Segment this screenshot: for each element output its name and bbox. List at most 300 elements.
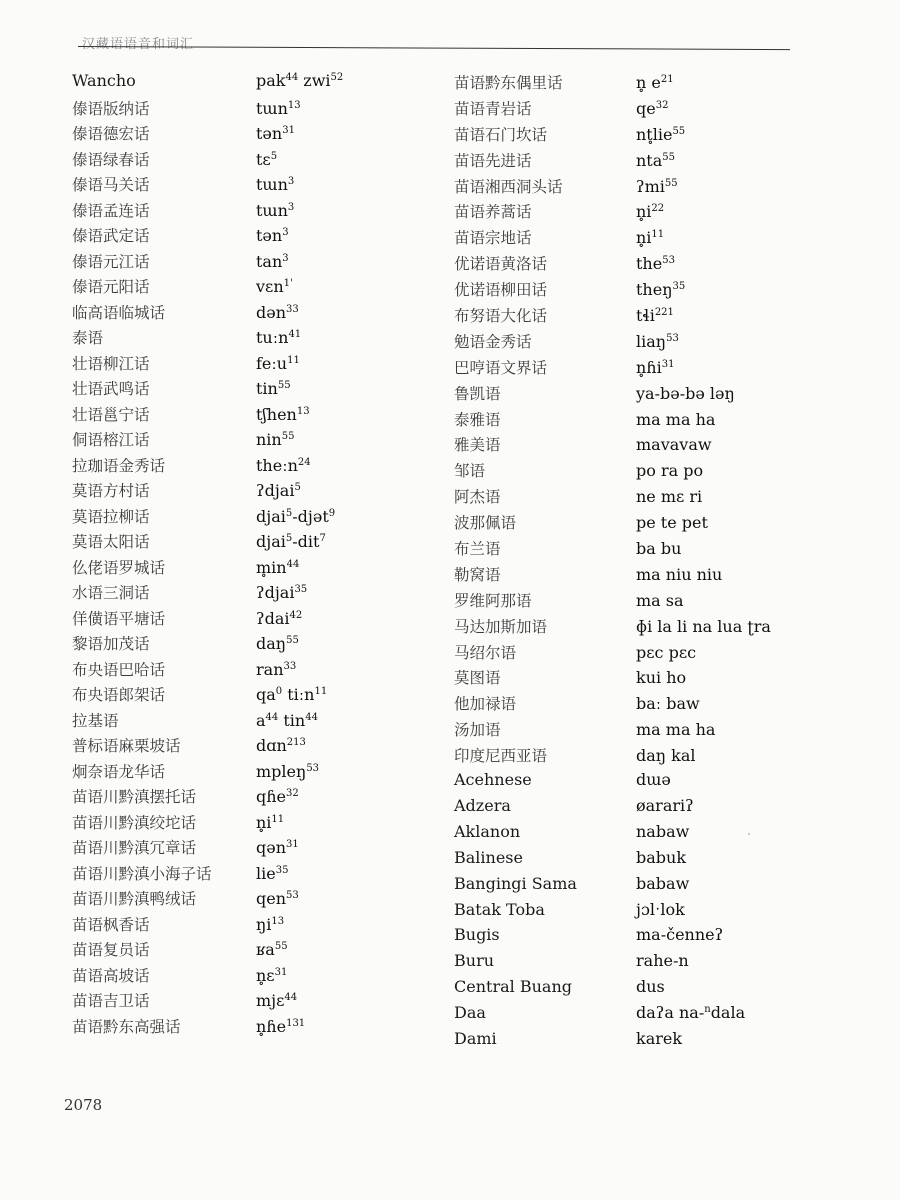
language-name: 泰语 [72,329,104,347]
form-text: theŋ [636,280,673,300]
entry-row [454,718,874,744]
tone-superscript: 3 [287,201,295,213]
entry-row [454,304,874,330]
tone-superscript: 31 [282,125,295,136]
form-text: n̥ e [636,73,661,92]
tone-superscript: n [704,1004,711,1016]
language-name: 苗语高坡话 [72,966,150,985]
entry-row [72,836,444,862]
word-form [256,838,299,857]
word-form [636,951,689,970]
entry-row [72,1015,444,1041]
entry-row [454,149,874,175]
language-name: 佯僙语平塘话 [72,609,166,628]
language-name: 普标语麻栗坡话 [72,737,181,755]
word-form [636,1003,745,1022]
word-form [636,254,675,273]
form-text: feːu [256,353,288,373]
language-name: 马达加斯加语 [454,617,548,636]
running-header-title: 汉藏语语音和词汇 [82,37,195,52]
entry-row [454,951,874,977]
language-name: 傣语德宏话 [72,125,150,143]
tone-superscript: 55 [274,941,288,952]
word-form [636,487,702,506]
word-form [636,848,686,867]
tone-superscript: 35 [294,584,308,595]
form-text: tɬi [636,306,655,326]
word-form [256,940,288,959]
language-name: Bangingi Sama [454,873,577,893]
tone-superscript: 55 [664,177,678,189]
word-form [256,711,318,730]
tone-superscript: 32 [286,788,299,799]
tone-superscript: 55 [662,151,676,163]
form-text: qen [256,889,287,908]
form-text: babuk [636,847,687,867]
word-form [256,889,299,908]
entry-row [72,964,444,990]
entry-row [454,408,874,434]
language-name: 印度尼西亚语 [454,747,548,766]
form-text: m̥in [256,557,287,577]
language-name: 阿杰语 [454,488,501,507]
form-text: daŋ [256,634,287,653]
language-name: Balinese [454,847,523,867]
word-form [636,410,715,429]
word-form [256,634,299,653]
entry-row [454,459,874,485]
entry-row [454,1003,874,1029]
entry-row [454,382,874,408]
word-form [636,280,685,299]
form-text: ma niu niu [636,564,723,584]
language-name: 傣语马关话 [72,176,150,194]
tone-superscript: 44 [286,558,300,570]
language-name: 苗语养蒿话 [454,203,532,222]
entry-row [454,744,874,770]
entry-row [454,692,874,718]
tone-superscript: 41 [288,329,302,340]
form-text: the [636,254,663,274]
form-text: øarariʔ [636,795,694,815]
form-text: mavavaw [636,435,712,455]
word-form [636,306,674,325]
language-name: 邹语 [454,462,486,481]
form-text: ʔmi [636,176,665,196]
entry-row [454,563,874,589]
tone-superscript: 44 [284,992,298,1003]
language-name: 傣语武定话 [72,227,150,245]
tone-superscript: 1' [283,278,293,289]
language-name: 布央语郎架话 [72,686,166,704]
language-name: Buru [454,951,495,971]
language-name: 汤加语 [454,721,501,740]
form-text: ʁa [256,940,275,959]
language-name: 苗语复员话 [72,941,150,959]
entry-row [72,148,444,174]
entry-row [72,479,444,505]
language-name: 苗语黔东偶里话 [454,74,563,92]
word-form [256,354,300,373]
form-text: ma ma ha [636,720,716,740]
entry-row [72,199,444,225]
language-name: 傣语元江话 [72,252,150,271]
entry-row [454,641,874,667]
language-name: 拉基语 [72,711,119,730]
entry-row [72,913,444,939]
form-text: qɦe [256,787,287,806]
entry-row [72,811,444,837]
tone-superscript: 32 [655,99,669,111]
entry-row [454,537,874,563]
entry-row [72,403,444,429]
entry-row [454,433,874,459]
entry-row [454,485,874,511]
language-name: 壮语邕宁话 [72,405,150,424]
tone-superscript: 31 [661,358,675,370]
entry-row [72,352,444,378]
right-column [454,71,874,1055]
tone-superscript: 44 [265,711,279,723]
entry-row [454,874,874,900]
form-text: ma sa [636,590,684,610]
word-form [636,668,686,687]
entry-row [72,122,444,148]
tone-superscript: 35 [275,864,289,876]
entry-row [72,301,444,327]
form-text: rahe-n [636,951,689,971]
form-text: theːn [256,455,298,475]
entry-row [72,632,444,658]
form-text: n̥ɦe [256,1016,287,1036]
word-form [256,685,327,704]
entry-row [454,175,874,201]
entry-row [454,252,874,278]
entry-row [72,173,444,199]
tone-superscript: 33 [283,660,297,672]
form-text: nin [256,430,282,449]
form-text: dən [256,302,287,322]
form-text: tɯn [256,98,288,118]
word-form [256,558,299,577]
language-name: 黎语加茂话 [72,635,150,653]
form-text: qa [256,685,276,704]
form-text: pak [256,71,286,90]
form-text: tiːn [282,685,315,704]
language-name: Acehnese [454,770,532,790]
language-name: 雅美语 [454,436,501,455]
word-form [256,150,277,169]
form-text: tin [278,710,306,730]
entry-row [454,511,874,537]
language-name: 傣语孟连话 [72,201,150,220]
tone-superscript: 35 [672,281,686,293]
form-text: babaw [636,873,690,893]
language-name: Aklanon [454,821,521,841]
tone-superscript: 0 [275,686,283,697]
language-name: Batak Toba [454,899,545,919]
language-name: 傣语绿春话 [72,150,150,169]
word-form [636,746,696,765]
tone-superscript: 22 [651,203,665,215]
form-text: -djət [292,506,329,526]
tone-superscript: 5 [285,533,293,544]
word-form [636,177,678,196]
entry-row [454,770,874,796]
tone-superscript: 55 [672,125,686,137]
entry-row [454,848,874,874]
word-form [256,175,294,194]
word-form [636,591,684,610]
tone-superscript: 213 [286,737,306,748]
language-name: 布努语大化话 [454,307,548,326]
scan-speck [748,833,750,835]
tone-superscript: 53 [662,255,675,267]
tone-superscript: 13 [296,405,310,417]
language-name: 苗语宗地话 [454,229,532,248]
language-name: 莫语拉柳话 [72,507,150,526]
entry-row [72,97,444,123]
entry-row [72,505,444,531]
form-text: n̥ɦi [636,357,662,377]
tone-superscript: 5 [270,150,278,162]
word-form [256,507,335,526]
language-name: 莫语方村话 [72,482,150,500]
entry-row [454,822,874,848]
word-form [256,124,295,143]
language-name: 莫语太阳话 [72,533,150,551]
language-name: 苗语川黔滇冗章话 [72,839,197,857]
form-text: vɛn [256,277,284,296]
language-name: 苗语川黔滇小海子话 [72,864,212,883]
form-text: a [256,710,266,730]
form-text: tɯn [256,175,288,194]
language-name: 巴哼语文界话 [454,358,548,377]
entry-row [72,887,444,913]
entry-row [454,925,874,951]
word-form [636,617,771,636]
word-form [256,583,307,602]
form-text: lie [256,863,276,883]
entry-row [72,275,444,301]
form-text: qe [636,98,656,118]
word-form [256,303,299,322]
word-form [256,532,326,551]
form-text: jɔlˑlok [636,899,685,919]
form-text: ba bu [636,539,682,559]
word-form [256,660,296,679]
tone-superscript: 11 [314,686,328,697]
language-name: Bugis [454,925,500,945]
tone-superscript: 53 [666,332,679,344]
word-form [636,358,674,377]
language-name: 苗语川黔滇摆托话 [72,788,197,806]
language-name: 苗语吉卫话 [72,992,150,1010]
entry-row [72,785,444,811]
word-form [636,435,712,454]
entry-row [72,250,444,276]
tone-superscript: 55 [277,380,291,391]
form-text: djai [256,506,286,526]
tone-superscript: 3 [282,227,289,238]
entry-row [454,900,874,926]
word-form [256,787,299,806]
form-text: n̥i [636,202,652,222]
language-name: Daa [454,1003,486,1023]
form-text: pɛc pɛc [636,642,697,662]
tone-superscript: 7 [319,533,326,544]
entry-row [72,760,444,786]
form-text: -dit [292,532,320,551]
word-form [636,539,681,558]
entry-row [454,123,874,149]
tone-superscript: 5 [285,507,293,519]
word-form [256,71,343,90]
entry-row [454,226,874,252]
form-text: baː baw [636,694,700,714]
entry-row [72,709,444,735]
entry-row [72,581,444,607]
form-text: tin [256,379,278,398]
form-text: dala [710,1003,746,1023]
word-form [636,796,694,815]
form-text: mjɛ [256,991,285,1010]
form-text: tən [256,226,283,245]
word-form [256,736,306,755]
tone-superscript: 11 [271,813,285,825]
tone-superscript: 24 [297,456,311,468]
form-text: ne mɛ ri [636,487,703,507]
word-form [256,379,291,398]
language-name: 拉珈语金秀话 [72,456,166,475]
language-name: 壮语柳江话 [72,354,150,373]
tone-superscript: 13 [271,915,285,927]
left-column [72,71,444,1040]
language-name: 罗维阿那语 [454,591,532,610]
language-name: 莫图语 [454,669,501,688]
tone-superscript: 53 [286,890,299,901]
form-text: tɛ [256,149,271,169]
language-name: 苗语青岩话 [454,99,532,118]
tone-superscript: 31 [286,839,299,850]
page-number: 2078 [64,1096,103,1114]
word-form [636,513,708,532]
tone-superscript: 52 [330,72,344,83]
language-name: 水语三洞话 [72,584,150,602]
word-form [636,643,696,662]
word-form [636,720,715,739]
tone-superscript: 3 [282,252,289,264]
entry-row [454,615,874,641]
language-name: 鲁凯语 [454,384,501,403]
form-text: qən [256,838,287,857]
tone-superscript: 42 [289,609,303,621]
entry-row [454,1029,874,1055]
form-text: ŋi [256,914,272,934]
language-name: Central Buang [454,977,572,997]
language-name: 苗语石门坎话 [454,125,548,144]
entry-row [72,938,444,964]
form-text: nabaw [636,821,690,841]
word-form [636,925,723,944]
word-form [636,151,675,170]
tone-superscript: 21 [660,74,674,85]
language-name: 苗语湘西洞头话 [454,177,563,196]
entry-row [454,71,874,97]
entry-row [454,356,874,382]
word-form [636,202,664,221]
form-text: dus [636,977,665,997]
entry-row [72,862,444,888]
form-text: n̥i [636,228,652,248]
form-text: mpleŋ [256,761,307,781]
language-name: Wancho [72,71,136,90]
tone-superscript: 44 [305,711,318,723]
entry-row [454,589,874,615]
form-text: po ra po [636,461,704,481]
tone-superscript: 11 [651,229,665,241]
entry-row [72,989,444,1015]
form-text: tɯn [256,200,288,220]
word-form [636,99,668,118]
language-name: 布央语巴哈话 [72,660,166,679]
tone-superscript: 5 [294,482,301,493]
language-name: 马绍尔语 [454,643,517,662]
entry-row [454,330,874,356]
entry-row [454,796,874,822]
form-text: ma ma ha [636,409,716,429]
entry-row [72,658,444,684]
tone-superscript: 31 [274,966,288,978]
form-text: ʔdjai [256,583,295,602]
entry-row [72,224,444,250]
entry-row [72,683,444,709]
entry-row [454,200,874,226]
form-text: liaŋ [636,331,667,351]
word-form [256,430,294,449]
form-text: pe te pet [636,513,708,533]
language-name: 临高语临城话 [72,303,166,322]
form-text: ʔdai [256,608,290,628]
form-text: n̥i [256,812,272,832]
word-form [636,874,689,893]
word-form [256,609,302,628]
word-form [256,201,294,220]
language-name: 苗语先进话 [454,151,532,170]
form-text: kui ho [636,668,687,688]
word-form [256,226,289,245]
entry-row [72,556,444,582]
language-name: 壮语武鸣话 [72,380,150,398]
language-name: 苗语川黔滇鸭绒话 [72,890,197,908]
form-text: tən [256,124,283,143]
form-text: nta [636,150,663,170]
word-form [256,481,301,500]
word-form [256,864,288,883]
entry-row [72,454,444,480]
form-text: tʃhen [256,404,297,424]
form-text: ya-bə-bə ləŋ [636,383,735,403]
tone-superscript: 11 [287,354,300,366]
tone-superscript: 13 [287,99,301,111]
word-form [636,900,685,919]
language-name: 优诺语柳田话 [454,281,548,300]
word-form [636,770,671,789]
language-name: 泰雅语 [454,410,501,429]
word-form [636,977,665,996]
language-name: 傣语元阳话 [72,278,150,296]
language-name: 侗语榕江话 [72,431,150,449]
